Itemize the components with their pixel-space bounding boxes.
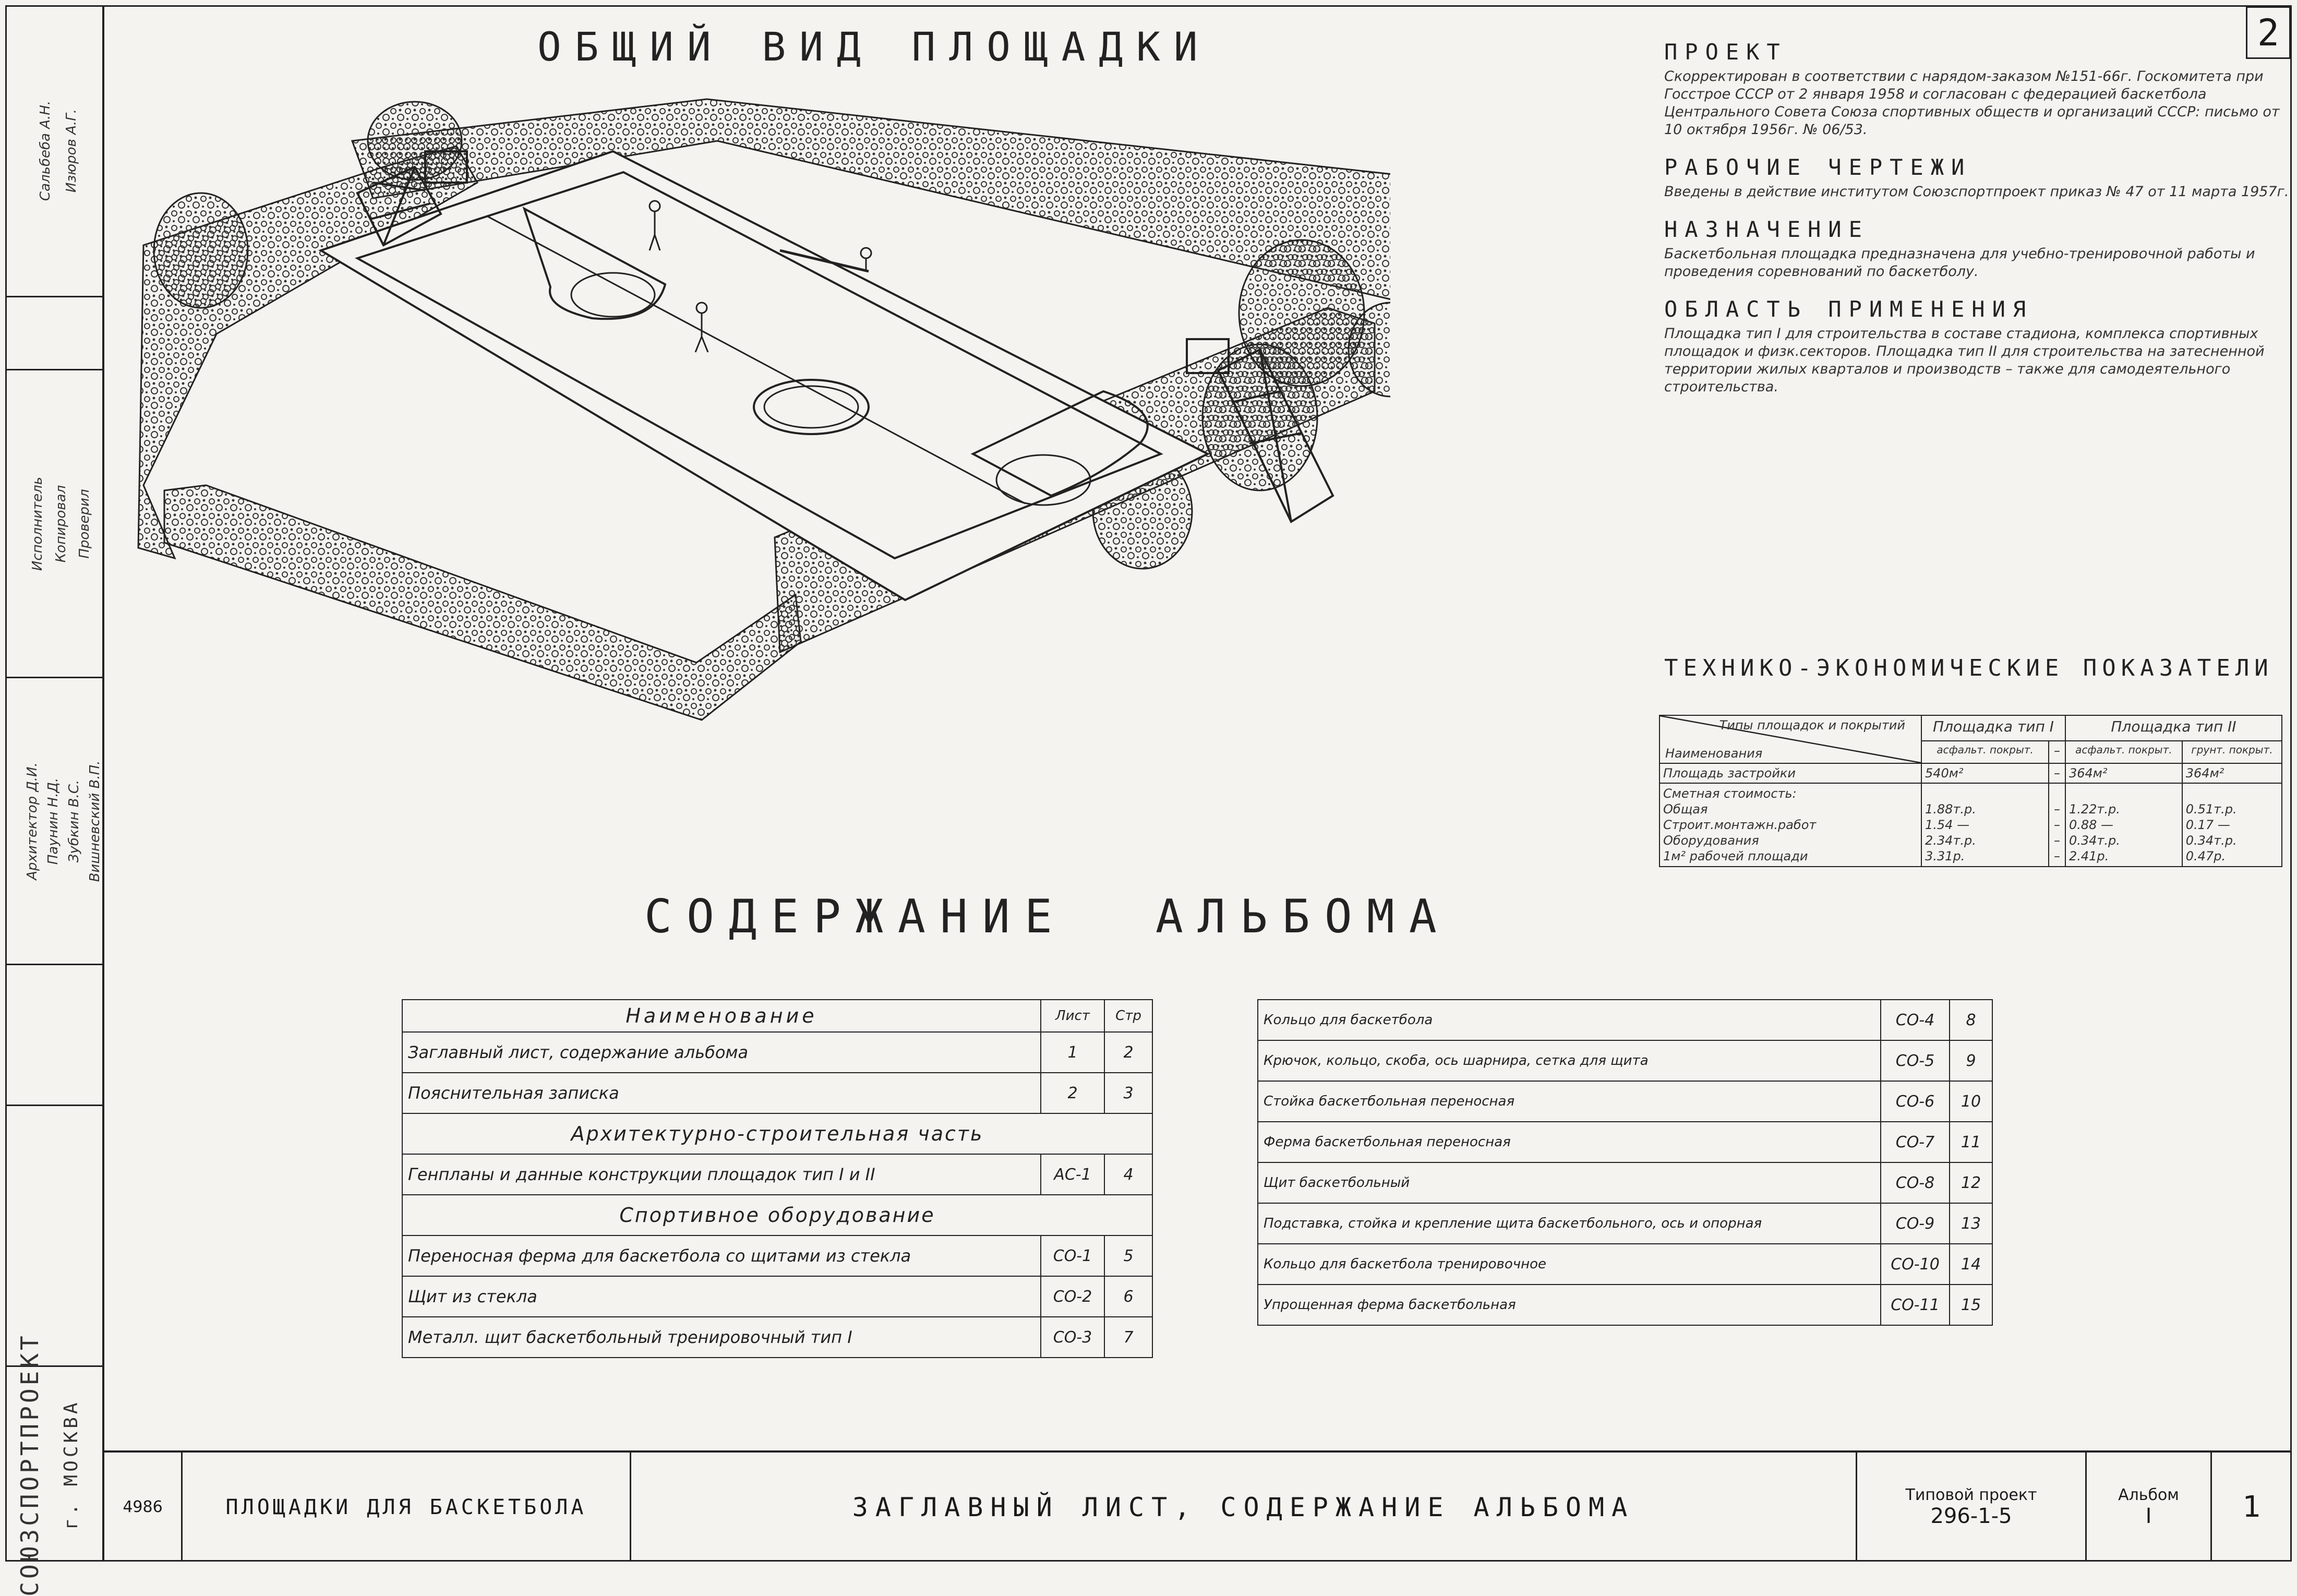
tb-project: ПЛОЩАДКИ ДЛЯ БАСКЕТБОЛА <box>183 1453 631 1562</box>
sidebar-name-2: Паунин Н.Д. <box>45 777 61 865</box>
sidebar-role-2: Копировал <box>53 485 69 562</box>
contents-item-page: 3 <box>1104 1073 1152 1113</box>
contents-section-row <box>402 1113 1152 1154</box>
tep-sub: грунт. покрыт. <box>2182 741 2282 763</box>
contents-item-name: Упрощенная ферма баскетбольная <box>1258 1285 1881 1325</box>
contents-item-name: Кольцо для баскетбола тренировочное <box>1258 1244 1881 1285</box>
contents-item-page: 4 <box>1104 1154 1152 1195</box>
tb-album-cell <box>2087 1453 2212 1562</box>
tep-heading: ТЕХНИКО-ЭКОНОМИЧЕСКИЕ ПОКАЗАТЕЛИ <box>1664 655 2274 681</box>
tb-sheet-title: ЗАГЛАВНЫЙ ЛИСТ, СОДЕРЖАНИЕ АЛЬБОМА <box>631 1453 1857 1562</box>
tep-cell: 2.41р. <box>2068 849 2109 863</box>
contents-item-name: Кольцо для баскетбола <box>1258 1000 1881 1040</box>
tb-code: 4986 <box>104 1453 183 1562</box>
tep-cell: 1.22т.р. <box>2068 802 2120 817</box>
contents-item-name: Генпланы и данные конструкции площадок тип I и II <box>402 1154 1041 1195</box>
contents-item-name: Металл. щит баскетбольный тренировочный тип I <box>402 1317 1041 1358</box>
contents-row <box>402 1235 1152 1276</box>
note-text: Площадка тип I для строительства в составе стадиона, комплекса спортивных площадок и физк.секторов. Площадка тип II для строительства на затесненной территории жилых кварталов и производств – также для самодеятельного строительства. <box>1664 326 2265 395</box>
contents-item-page: 9 <box>1950 1040 1992 1081</box>
tep-sub: асфальт. покрыт. <box>1921 741 2049 763</box>
contents-item-sheet: СО-9 <box>1881 1203 1950 1244</box>
sidebar-names-cell <box>5 678 102 965</box>
sidebar-org-name: СОЮЗСПОРТПРОЕКТ <box>16 1332 44 1596</box>
tep-cell: 0.47р. <box>2185 849 2226 863</box>
tep-cell: 1.88т.р. <box>1925 802 1976 817</box>
tep-row-label: Строит.монтажн.работ <box>1663 818 1817 832</box>
note-heading: НАЗНАЧЕНИЕ <box>1664 217 1869 242</box>
contents-item-name: Щит из стекла <box>402 1276 1041 1317</box>
note-text: Баскетбольная площадка предназначена для учебно-тренировочной работы и проведения соревнований по баскетболу. <box>1664 246 2255 280</box>
contents-item-page: 5 <box>1104 1235 1152 1276</box>
tep-diag-bottom: Наименования <box>1665 746 1763 761</box>
contents-header-row <box>402 1000 1152 1032</box>
contents-head-name: Наименование <box>402 1000 1041 1032</box>
contents-head-page: Стр <box>1104 1000 1152 1032</box>
tep-col <box>1921 783 2049 867</box>
sidebar-city: г. МОСКВА <box>61 1399 82 1530</box>
contents-table-left <box>402 999 1153 1358</box>
contents-item-name: Подставка, стойка и крепление щита баскетбольного, ось и опорная <box>1258 1203 1881 1244</box>
note-text: Введены в действие институтом Союзспортпроект приказ № 47 от 11 марта 1957г. <box>1664 184 2289 200</box>
contents-item-name: Стойка баскетбольная переносная <box>1258 1081 1881 1122</box>
tb-sheet: 1 <box>2242 1490 2262 1524</box>
tep-type1: Площадка тип I <box>1921 715 2065 741</box>
tep-cell: 0.51т.р. <box>2185 802 2237 817</box>
note-scope <box>1664 296 2290 396</box>
contents-item-name: Крючок, кольцо, скоба, ось шарнира, сетка для щита <box>1258 1040 1881 1081</box>
contents-item-sheet: СО-4 <box>1881 1000 1950 1040</box>
note-text: Скорректирован в соответствии с нарядом-заказом №151-66г. Госкомитета при Госстрое СССР от 2 января 1958 и согласован с федерацией баскетбола Центрального Совета Союза спортивных обществ и организаций СССР: письмо от 10 октября 1956г. № 06/53. <box>1664 68 2280 138</box>
sidebar-org-cell <box>5 1332 102 1596</box>
contents-item-page: 13 <box>1950 1203 1992 1244</box>
tep-row-label: Общая <box>1663 802 1708 817</box>
note-heading: РАБОЧИЕ ЧЕРТЕЖИ <box>1664 154 1972 180</box>
contents-row <box>1258 1122 1992 1162</box>
contents-item-sheet: СО-11 <box>1881 1285 1950 1325</box>
tep-cell: – <box>2054 833 2061 848</box>
contents-row <box>1258 1244 1992 1285</box>
tree <box>154 193 248 308</box>
tep-sub: – <box>2049 741 2065 763</box>
contents-item-page: 12 <box>1950 1162 1992 1203</box>
tb-album-label: Альбом <box>2118 1486 2179 1504</box>
tep-cell: – <box>2054 849 2061 863</box>
sidebar-role-1: Исполнитель <box>30 476 45 571</box>
contents-item-page: 6 <box>1104 1276 1152 1317</box>
note-heading: ОБЛАСТЬ ПРИМЕНЕНИЯ <box>1664 296 2034 322</box>
contents-row <box>1258 1000 1992 1040</box>
contents-title-word: АЛЬБОМА <box>1155 890 1451 943</box>
contents-item-sheet: СО-7 <box>1881 1122 1950 1162</box>
contents-row <box>1258 1285 1992 1325</box>
contents-item-sheet: 1 <box>1041 1032 1104 1073</box>
tep-cost-labels <box>1659 783 1921 867</box>
tb-album: I <box>2145 1504 2152 1528</box>
contents-row <box>402 1154 1152 1195</box>
sidebar-roles-cell <box>5 370 102 678</box>
signature-sidebar <box>5 5 104 1596</box>
tb-series-label: Типовой проект <box>1905 1486 2037 1504</box>
tep-col <box>2049 783 2065 867</box>
tep-cell: 0.88 — <box>2068 818 2114 832</box>
sidebar-sig-2: Изюров А.Г. <box>64 109 79 193</box>
note-purpose <box>1664 217 2290 281</box>
contents-row <box>402 1317 1152 1358</box>
sidebar-name-4: Вишневский В.П. <box>87 760 103 882</box>
tep-cell: 540м² <box>1921 763 2049 783</box>
contents-item-sheet: СО-5 <box>1881 1040 1950 1081</box>
contents-item-name: Переносная ферма для баскетбола со щитами из стекла <box>402 1235 1041 1276</box>
contents-item-sheet: АС-1 <box>1041 1154 1104 1195</box>
contents-title <box>644 890 1451 943</box>
note-working-drawings <box>1664 154 2290 201</box>
tep-cell: 364м² <box>2065 763 2182 783</box>
tb-series: 296-1-5 <box>1930 1504 2012 1528</box>
tep-sub: асфальт. покрыт. <box>2065 741 2182 763</box>
contents-item-sheet: СО-10 <box>1881 1244 1950 1285</box>
contents-table-right <box>1257 999 1993 1326</box>
sidebar-name-1: Архитектор Д.И. <box>25 762 40 880</box>
contents-item-name: Заглавный лист, содержание альбома <box>402 1032 1041 1073</box>
contents-item-name: Щит баскетбольный <box>1258 1162 1881 1203</box>
tep-cost-row <box>1659 783 2282 867</box>
tep-col <box>2065 783 2182 867</box>
contents-item-page: 10 <box>1950 1081 1992 1122</box>
contents-item-name: Ферма баскетбольная переносная <box>1258 1122 1881 1162</box>
tep-cell: 0.34т.р. <box>2185 833 2237 848</box>
tep-cell: 364м² <box>2182 763 2282 783</box>
tep-cell: – <box>2054 818 2061 832</box>
contents-item-page: 7 <box>1104 1317 1152 1358</box>
tep-header-row <box>1659 715 2282 741</box>
sidebar-signature-cell <box>5 5 102 297</box>
contents-head-sheet: Лист <box>1041 1000 1104 1032</box>
sidebar-blank-cell <box>5 297 102 370</box>
contents-row <box>402 1073 1152 1113</box>
tep-cell: 3.31р. <box>1925 849 1965 863</box>
contents-section-row <box>402 1195 1152 1235</box>
contents-item-page: 15 <box>1950 1285 1992 1325</box>
tep-diag-top: Типы площадок и покрытий <box>1719 718 1905 733</box>
tep-cell: 0.17 — <box>2185 818 2230 832</box>
project-notes <box>1664 39 2290 396</box>
contents-row <box>1258 1081 1992 1122</box>
general-view-title: ОБЩИЙ ВИД ПЛОЩАДКИ <box>537 23 1211 70</box>
tree <box>1239 240 1364 386</box>
tep-cell: – <box>2049 763 2065 783</box>
tep-cell: 0.34т.р. <box>2068 833 2120 848</box>
sidebar-name-3: Зубкин В.С. <box>66 779 82 862</box>
contents-item-sheet: СО-1 <box>1041 1235 1104 1276</box>
tb-series-cell <box>1857 1453 2087 1562</box>
contents-item-sheet: 2 <box>1041 1073 1104 1113</box>
contents-title-word: СОДЕРЖАНИЕ <box>644 890 1067 943</box>
sidebar-sig-1: Сальбеба А.Н. <box>38 100 53 201</box>
contents-section: Архитектурно-строительная часть <box>402 1113 1152 1154</box>
contents-item-page: 8 <box>1950 1000 1992 1040</box>
contents-item-sheet: СО-2 <box>1041 1276 1104 1317</box>
contents-item-page: 2 <box>1104 1032 1152 1073</box>
contents-item-sheet: СО-6 <box>1881 1081 1950 1122</box>
contents-row <box>1258 1162 1992 1203</box>
sidebar-notes-cell <box>5 1106 102 1367</box>
hedge-front <box>164 485 801 720</box>
note-heading: ПРОЕКТ <box>1664 39 1787 65</box>
tep-table <box>1659 715 2282 867</box>
contents-item-page: 14 <box>1950 1244 1992 1285</box>
contents-item-page: 11 <box>1950 1122 1992 1162</box>
tep-row-label: Оборудования <box>1663 833 1759 848</box>
court-isometric-drawing <box>112 78 1390 730</box>
tep-cell: 2.34т.р. <box>1925 833 1976 848</box>
sidebar-blank-cell-2 <box>5 965 102 1106</box>
tep-col <box>2182 783 2282 867</box>
contents-row <box>402 1032 1152 1073</box>
title-block <box>104 1450 2292 1562</box>
contents-item-sheet: СО-3 <box>1041 1317 1104 1358</box>
tep-cost-label: Сметная стоимость: <box>1663 786 1797 801</box>
tep-area-row <box>1659 763 2282 783</box>
contents-row <box>1258 1203 1992 1244</box>
contents-section: Спортивное оборудование <box>402 1195 1152 1235</box>
sidebar-role-3: Проверил <box>77 488 92 559</box>
tep-area-label: Площадь застройки <box>1659 763 1921 783</box>
contents-item-name: Пояснительная записка <box>402 1073 1041 1113</box>
tep-row-label: 1м² рабочей площади <box>1663 849 1808 863</box>
tep-cell: 1.54 — <box>1925 818 1970 832</box>
tep-diag-cell <box>1659 715 1921 763</box>
contents-row <box>402 1276 1152 1317</box>
contents-row <box>1258 1040 1992 1081</box>
note-project <box>1664 39 2290 139</box>
tep-type2: Площадка тип II <box>2065 715 2282 741</box>
sheet-number: 2 <box>2246 6 2291 59</box>
contents-item-sheet: СО-8 <box>1881 1162 1950 1203</box>
tep-cell: – <box>2054 802 2061 817</box>
